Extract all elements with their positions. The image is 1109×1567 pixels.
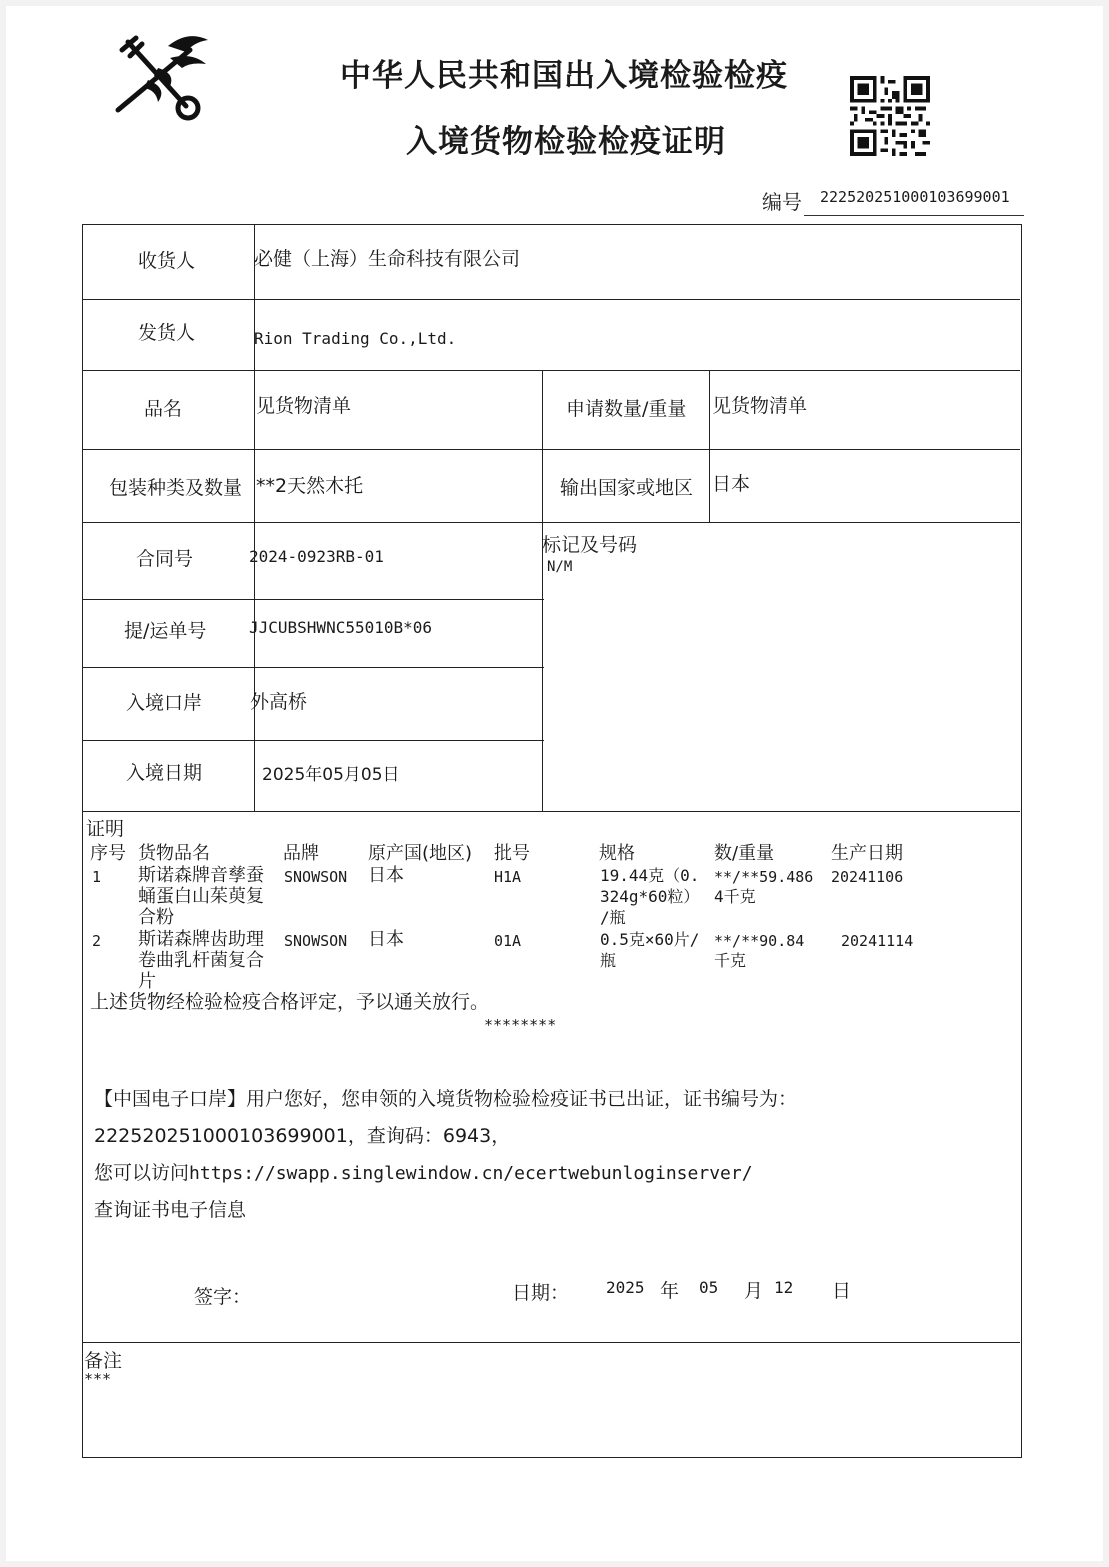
ciq-emblem-icon [108,28,218,128]
item-origin: 日本 [368,865,404,886]
sign-date-label: 日期： [512,1282,570,1304]
item-name-line: 合粉 [138,907,174,928]
divider [83,449,1020,450]
port-label: 入境口岸 [126,692,203,714]
cert-no-underline [804,215,1024,216]
item-qty-line: 千克 [714,951,747,970]
item-name-line: 斯诺森牌齿助理 [138,929,264,950]
origin-country-value: 日本 [712,473,751,495]
consignor-label: 发货人 [138,322,196,344]
notice-visit-text: 您可以访问 [94,1162,190,1184]
notice-line-1: 【中国电子口岸】用户您好，您申领的入境货物检验检疫证书已出证，证书编号为： [94,1088,798,1110]
sign-day: 12 [774,1278,794,1297]
item-mfg-date: 20241106 [831,868,904,886]
divider [83,667,544,668]
remarks-label: 备注 [84,1350,123,1372]
col-header-brand: 品牌 [283,843,319,864]
divider [83,1342,1020,1343]
item-brand: SNOWSON [284,868,348,886]
col-header-qty: 数/重量 [714,843,775,864]
item-origin: 日本 [368,929,404,950]
item-spec-line: 0.5克×60片/ [600,930,700,949]
col-header-mfg-date: 生产日期 [831,843,903,864]
consignor-value: Rion Trading Co.,Ltd. [254,329,457,348]
quantity-value: 见货物清单 [712,395,808,417]
bl-label: 提/运单号 [124,620,207,642]
sign-year: 2025 [606,1278,645,1297]
approval-statement: 上述货物经检验检疫合格评定，予以通关放行。 [90,991,490,1013]
form-frame [82,224,1022,1458]
item-batch: H1A [494,868,522,886]
item-name-line: 卷曲乳杆菌复合 [138,950,264,971]
divider [83,599,544,600]
notice-line-3 [94,1158,753,1185]
divider [83,522,1020,523]
marks-value: N/M [547,559,573,575]
divider [83,811,1020,812]
divider [83,740,544,741]
divider [542,370,543,811]
sign-day-unit: 日 [832,1280,852,1302]
origin-country-label: 输出国家或地区 [560,477,694,499]
certificate-page [6,6,1103,1561]
cert-no-label: 编号 [762,190,802,214]
item-name-line: 蛹蛋白山茱萸复 [138,886,264,907]
consignee-value: 必健（上海）生命科技有限公司 [254,248,521,270]
certificate-title: 证明 [86,818,125,840]
col-header-origin: 原产国(地区) [368,843,473,864]
col-header-no: 序号 [90,843,126,864]
qr-code-icon [850,76,930,156]
sign-month: 05 [699,1278,719,1297]
col-header-spec: 规格 [599,843,635,864]
title-line-2: 入境货物检验检疫证明 [406,124,726,160]
item-spec-line: 瓶 [600,951,617,970]
contract-label: 合同号 [136,548,194,570]
bl-value: JJCUBSHWNC55010B*06 [249,618,433,637]
item-mfg-date: 20241114 [841,932,914,950]
divider [254,225,255,811]
product-label: 品名 [144,398,183,420]
signature-label: 签字： [194,1286,252,1308]
remarks-value: *** [84,1370,112,1388]
cert-no-value: 222520251000103699001 [820,188,1010,206]
contract-value: 2024-0923RB-01 [249,547,384,566]
notice-line-4: 查询证书电子信息 [94,1199,247,1221]
packaging-value: **2天然木托 [256,475,364,497]
item-batch: 01A [494,932,522,950]
item-qty-line: **/**59.486 [714,868,814,886]
sign-year-unit: 年 [660,1280,680,1302]
item-name-line: 斯诺森牌音孳蚕 [138,865,264,886]
col-header-batch: 批号 [494,843,530,864]
marks-label: 标记及号码 [542,534,638,556]
title-line-1: 中华人民共和国出入境检验检疫 [340,58,788,94]
entry-date-label: 入境日期 [126,762,203,784]
divider [83,299,1020,300]
port-value: 外高桥 [250,691,308,713]
item-qty-line: 4千克 [714,887,756,906]
item-no: 2 [92,932,102,950]
item-no: 1 [92,868,102,886]
entry-date-value: 2025年05月05日 [262,765,400,785]
item-brand: SNOWSON [284,932,348,950]
item-spec-line: /瓶 [600,908,626,927]
quantity-label: 申请数量/重量 [566,398,687,420]
item-spec-line: 324g*60粒） [600,887,700,906]
col-header-name: 货物品名 [138,843,210,864]
divider [83,370,1020,371]
packaging-label: 包装种类及数量 [109,477,243,499]
query-url-link[interactable]: https://swapp.singlewindow.cn/ecertwebunloginserver/ [189,1163,753,1184]
stars-mark: ******** [484,1016,557,1034]
item-name-line: 片 [138,971,156,992]
item-qty-line: **/**90.84 [714,932,805,950]
item-spec-line: 19.44克（0. [600,866,700,885]
product-value: 见货物清单 [256,395,352,417]
divider [709,370,710,522]
sign-month-unit: 月 [744,1280,764,1302]
notice-line-2: 222520251000103699001，查询码：6943， [94,1125,511,1147]
consignee-label: 收货人 [138,250,196,272]
